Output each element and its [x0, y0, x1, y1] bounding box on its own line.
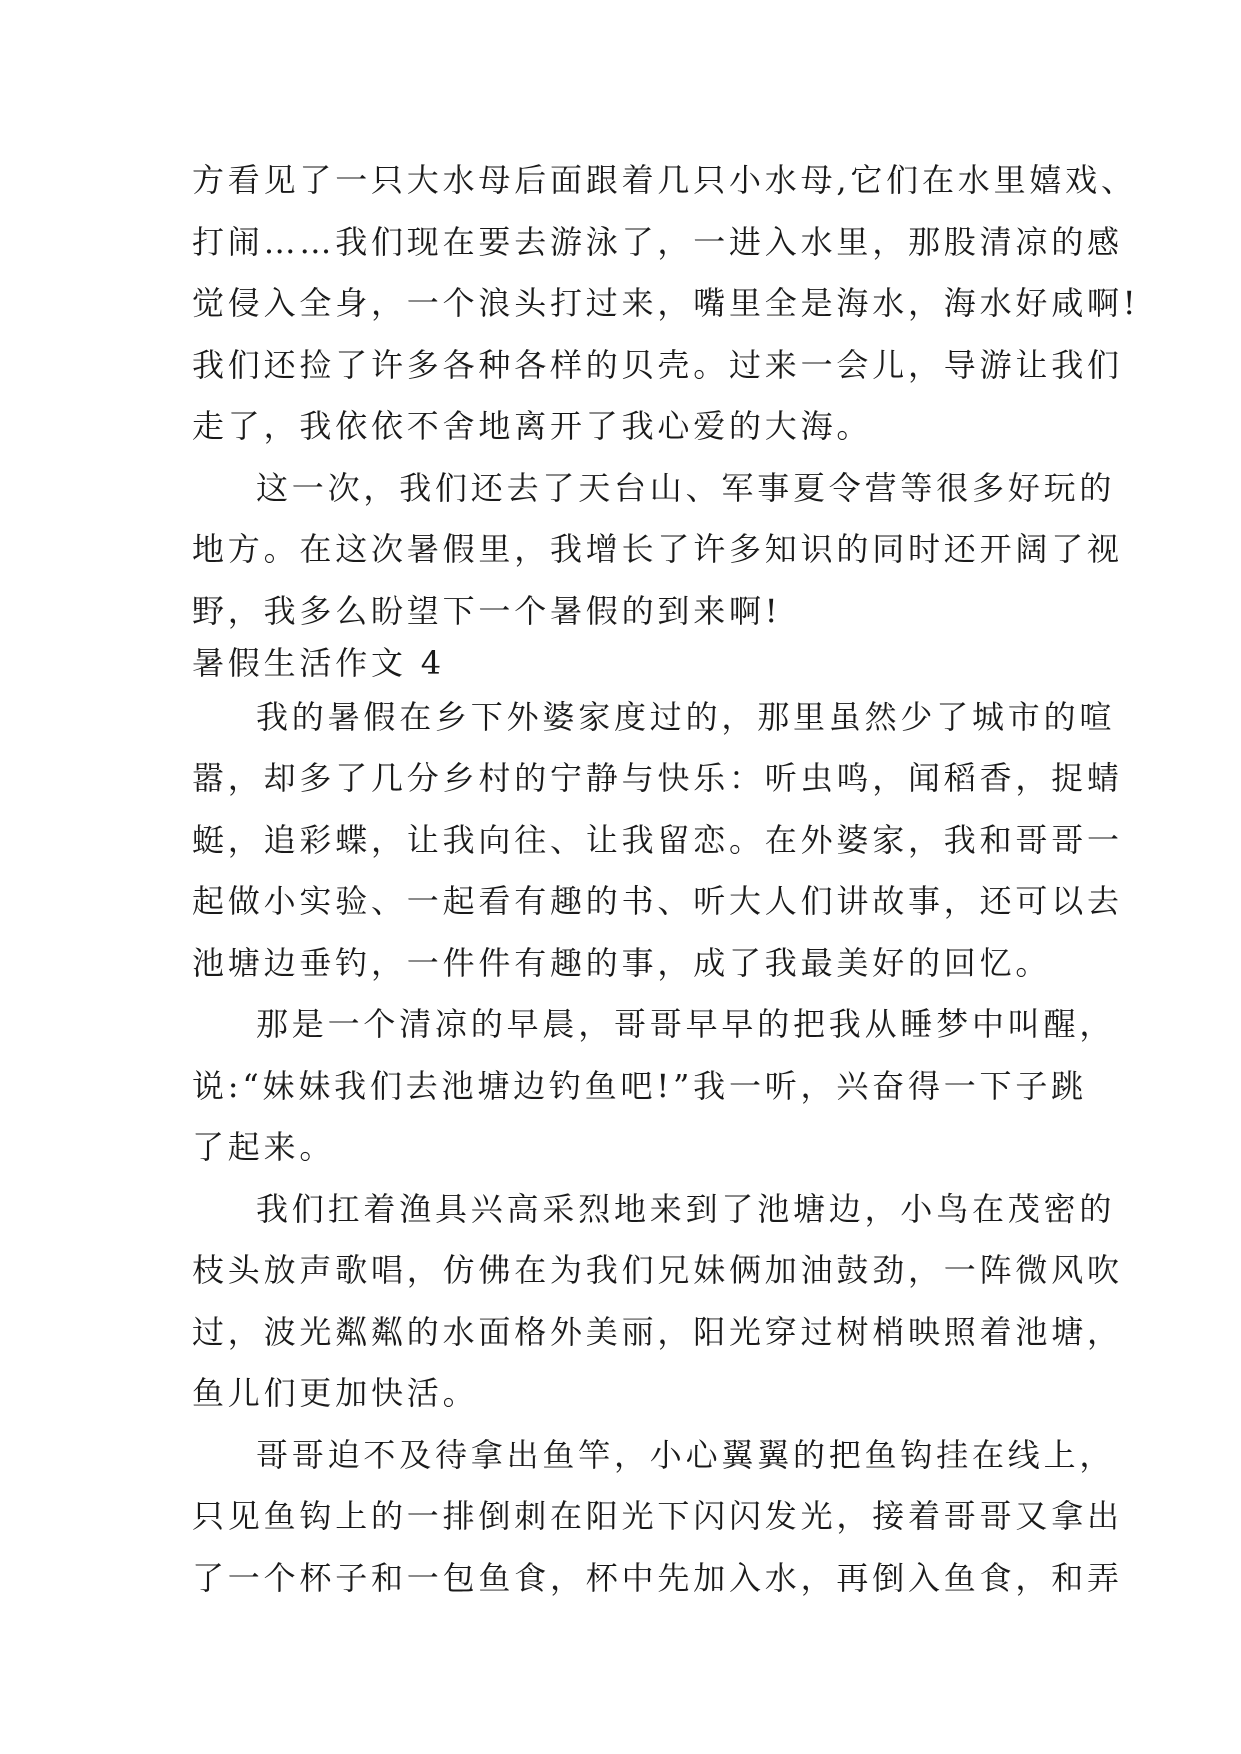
text-line: 打闹……我们现在要去游泳了，一进入水里，那股清凉的感 — [192, 223, 1123, 261]
text-line: 池塘边垂钓，一件件有趣的事，成了我最美好的回忆。 — [192, 944, 1052, 982]
text-line: 鱼儿们更加快活。 — [192, 1374, 479, 1412]
text-line: 蜓，追彩蝶，让我向往、让我留恋。在外婆家，我和哥哥一 — [192, 821, 1123, 859]
text-line: 我们还捡了许多各种各样的贝壳。过来一会儿，导游让我们 — [192, 346, 1123, 384]
text-line: 起做小实验、一起看有趣的书、听大人们讲故事，还可以去 — [192, 882, 1123, 920]
text-line: 了起来。 — [192, 1128, 336, 1166]
text-line: 枝头放声歌唱，仿佛在为我们兄妹俩加油鼓劲，一阵微风吹 — [192, 1251, 1123, 1289]
text-line: 嚣，却多了几分乡村的宁静与快乐：听虫鸣，闻稻香，捉蜻 — [192, 759, 1123, 797]
text-line: 觉侵入全身，一个浪头打过来，嘴里全是海水，海水好咸啊! — [192, 284, 1140, 322]
paragraph-first-line: 我们扛着渔具兴高采烈地来到了池塘边，小鸟在茂密的 — [256, 1190, 1116, 1228]
text-line: 只见鱼钩上的一排倒刺在阳光下闪闪发光，接着哥哥又拿出 — [192, 1497, 1123, 1535]
section-heading: 暑假生活作文 4 — [192, 644, 445, 682]
text-line: 说:“妹妹我们去池塘边钓鱼吧!”我一听，兴奋得一下子跳 — [192, 1067, 1087, 1105]
text-line: 走了，我依依不舍地离开了我心爱的大海。 — [192, 407, 873, 445]
text-line: 过，波光粼粼的水面格外美丽，阳光穿过树梢映照着池塘， — [192, 1313, 1123, 1351]
text-line: 了一个杯子和一包鱼食，杯中先加入水，再倒入鱼食，和弄 — [192, 1559, 1123, 1597]
paragraph-first-line: 这一次，我们还去了天台山、军事夏令营等很多好玩的 — [256, 469, 1116, 507]
text-line: 野，我多么盼望下一个暑假的到来啊! — [192, 592, 782, 630]
paragraph-first-line: 那是一个清凉的早晨，哥哥早早的把我从睡梦中叫醒， — [256, 1005, 1116, 1043]
paragraph-first-line: 我的暑假在乡下外婆家度过的，那里虽然少了城市的喧 — [256, 698, 1116, 736]
text-line: 方看见了一只大水母后面跟着几只小水母,它们在水里嬉戏、 — [192, 161, 1137, 199]
text-line: 地方。在这次暑假里，我增长了许多知识的同时还开阔了视 — [192, 530, 1123, 568]
paragraph-first-line: 哥哥迫不及待拿出鱼竿，小心翼翼的把鱼钩挂在线上， — [256, 1436, 1116, 1474]
